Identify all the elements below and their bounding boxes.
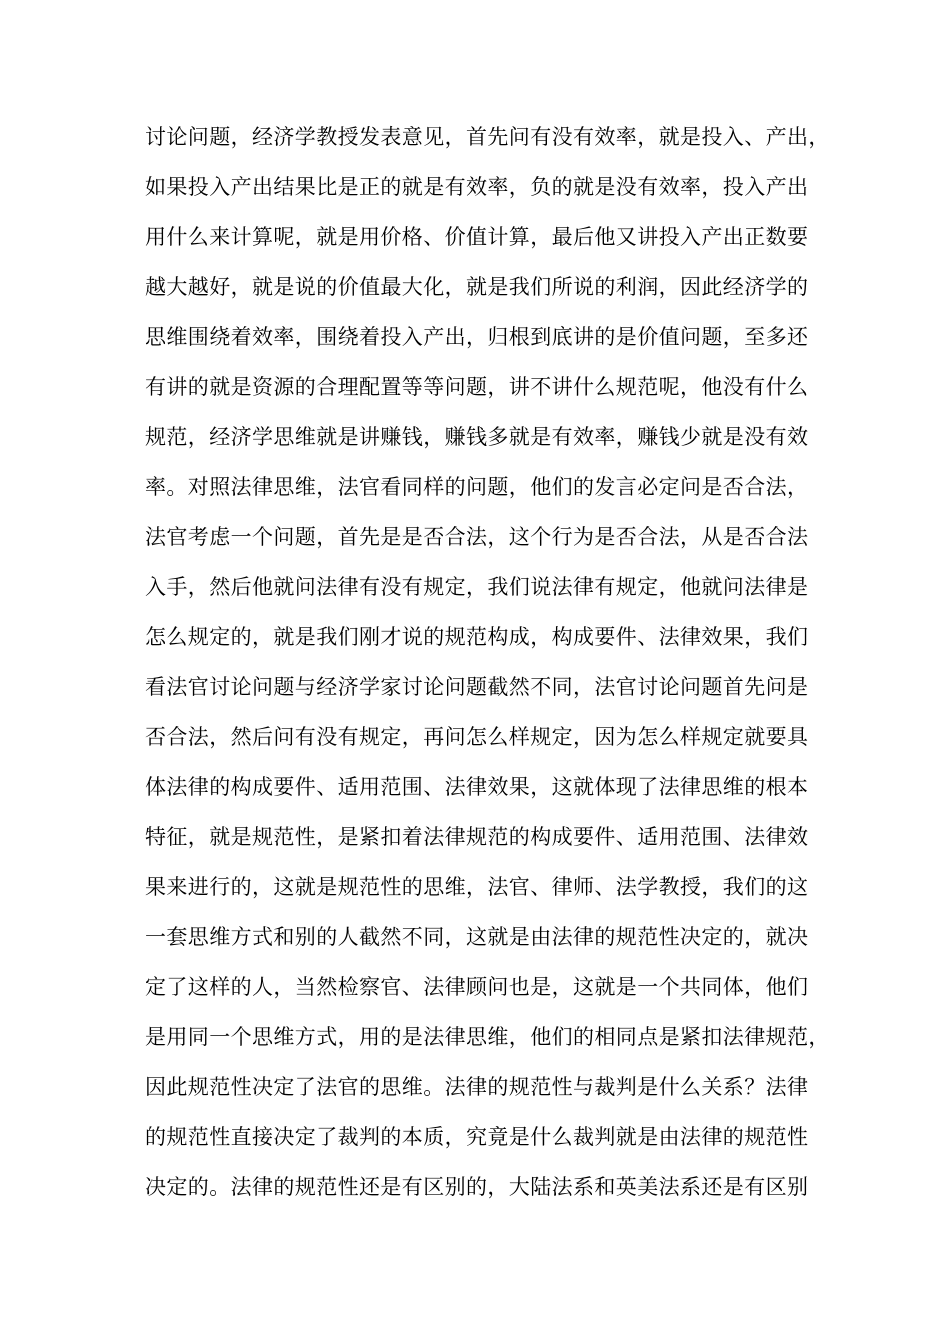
text-line: 讨论问题，经济学教授发表意见，首先问有没有效率，就是投入、产出，	[145, 125, 830, 149]
text-line: 看法官讨论问题与经济学家讨论问题截然不同，法官讨论问题首先问是	[145, 675, 809, 699]
text-line: 用什么来计算呢，就是用价格、价值计算，最后他又讲投入产出正数要	[145, 225, 809, 249]
text-line: 入手，然后他就问法律有没有规定，我们说法律有规定，他就问法律是	[145, 575, 809, 599]
text-line: 否合法，然后问有没有规定，再问怎么样规定，因为怎么样规定就要具	[145, 725, 809, 749]
text-line: 体法律的构成要件、适用范围、法律效果，这就体现了法律思维的根本	[145, 775, 809, 799]
text-line: 率。对照法律思维，法官看同样的问题，他们的发言必定问是否合法，	[145, 475, 809, 499]
body-text	[145, 117, 830, 1217]
text-line: 定了这样的人，当然检察官、法律顾问也是，这就是一个共同体，他们	[145, 975, 809, 999]
text-line: 越大越好，就是说的价值最大化，就是我们所说的利润，因此经济学的	[145, 275, 809, 299]
text-line: 一套思维方式和别的人截然不同，这就是由法律的规范性决定的，就决	[145, 925, 809, 949]
text-line: 思维围绕着效率，围绕着投入产出，归根到底讲的是价值问题，至多还	[145, 325, 809, 349]
text-line: 有讲的就是资源的合理配置等等问题，讲不讲什么规范呢，他没有什么	[145, 375, 809, 399]
text-line: 决定的。法律的规范性还是有区别的，大陆法系和英美法系还是有区别	[145, 1175, 809, 1199]
text-line: 怎么规定的，就是我们刚才说的规范构成，构成要件、法律效果，我们	[145, 625, 809, 649]
text-line: 因此规范性决定了法官的思维。法律的规范性与裁判是什么关系？法律	[145, 1075, 809, 1099]
text-line: 特征，就是规范性，是紧扣着法律规范的构成要件、适用范围、法律效	[145, 825, 809, 849]
text-line: 法官考虑一个问题，首先是是否合法，这个行为是否合法，从是否合法	[145, 525, 809, 549]
text-line: 规范，经济学思维就是讲赚钱，赚钱多就是有效率，赚钱少就是没有效	[145, 425, 809, 449]
text-line: 果来进行的，这就是规范性的思维，法官、律师、法学教授，我们的这	[145, 875, 809, 899]
text-line: 的规范性直接决定了裁判的本质，究竟是什么裁判就是由法律的规范性	[145, 1125, 809, 1149]
text-line: 是用同一个思维方式，用的是法律思维，他们的相同点是紧扣法律规范，	[145, 1025, 830, 1049]
text-line: 如果投入产出结果比是正的就是有效率，负的就是没有效率，投入产出	[145, 175, 809, 199]
